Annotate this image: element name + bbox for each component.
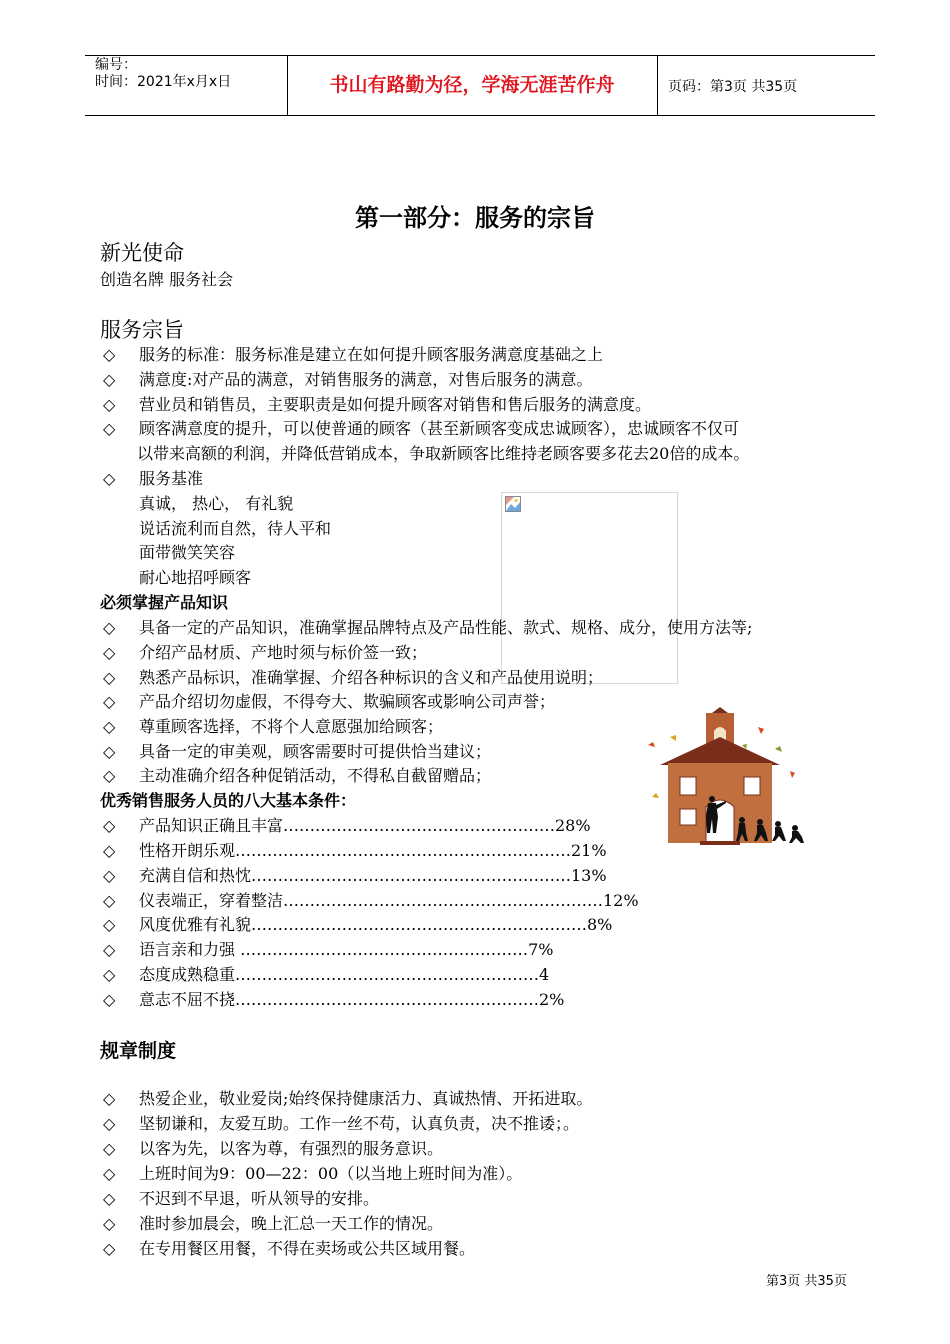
list-item (103, 367, 592, 390)
bullet-diamond-icon: ◇ (103, 1089, 116, 1108)
bullet-diamond-icon: ◇ (103, 742, 116, 761)
list-item-text: 坚韧谦和，友爱互助。工作一丝不苟，认真负责，决不推诿；。 (139, 1114, 580, 1133)
list-item-text: 介绍产品材质、产地时须与标价签一致； (139, 643, 428, 662)
list-item-text: 仪表端正，穿着整洁……………………………………………………12% (139, 891, 639, 910)
bullet-diamond-icon: ◇ (103, 816, 116, 835)
bullet-diamond-icon: ◇ (103, 891, 116, 910)
list-item-text: 尊重顾客选择，不将个人意愿强加给顾客； (139, 717, 444, 736)
bullet-diamond-icon: ◇ (103, 915, 116, 934)
bullet-diamond-icon: ◇ (103, 965, 116, 984)
list-item-text: 主动准确介绍各种促销活动，不得私自截留赠品； (139, 766, 492, 785)
list-item (103, 1161, 522, 1184)
bullet-diamond-icon: ◇ (103, 643, 116, 662)
list-item (103, 962, 549, 985)
service-standard-label: 服务基准 (139, 469, 204, 488)
image-placeholder (501, 492, 678, 684)
list-item-text: 产品知识正确且丰富……………………………………………28% (139, 816, 591, 835)
bullet-diamond-icon: ◇ (103, 1239, 116, 1258)
list-item (103, 416, 739, 439)
bullet-diamond-icon: ◇ (103, 990, 116, 1009)
list-item-text: 态度成熟稳重…………………………………………………4 (139, 965, 550, 984)
list-item (103, 342, 603, 365)
bullet-diamond-icon: ◇ (103, 766, 116, 785)
bullet-diamond-icon: ◇ (103, 717, 116, 736)
broken-image-icon (505, 496, 521, 512)
list-item (103, 466, 203, 489)
bullet-diamond-icon: ◇ (103, 866, 116, 885)
product-knowledge-heading: 必须掌握产品知识 (100, 593, 229, 612)
standard-item: 面带微笑笑容 (139, 543, 236, 562)
bullet-diamond-icon: ◇ (103, 419, 116, 438)
standard-item: 耐心地招呼顾客 (139, 568, 252, 587)
bullet-diamond-icon: ◇ (103, 940, 116, 959)
bullet-diamond-icon: ◇ (103, 1214, 116, 1233)
list-item (103, 714, 443, 737)
list-item (103, 912, 612, 935)
list-item (103, 1211, 443, 1234)
list-item (103, 863, 607, 886)
header-divider-right (657, 55, 658, 115)
bullet-diamond-icon: ◇ (103, 1114, 116, 1133)
list-item-text: 产品介绍切勿虚假，不得夸大、欺骗顾客或影响公司声誉； (139, 692, 556, 711)
bullet-diamond-icon: ◇ (103, 395, 116, 414)
page-footer: 第3页 共35页 (766, 1274, 847, 1289)
list-item (103, 813, 591, 836)
eight-conditions-heading: 优秀销售服务人员的八大基本条件： (100, 791, 357, 810)
bullet-diamond-icon: ◇ (103, 692, 116, 711)
list-item-text: 熟悉产品标识，准确掌握、介绍各种标识的含义和产品使用说明； (139, 668, 604, 687)
list-item-text: 以客为先，以客为尊，有强烈的服务意识。 (139, 1139, 444, 1158)
list-item-text: 不迟到不早退，听从领导的安排。 (139, 1189, 380, 1208)
list-item (103, 689, 555, 712)
header-page-info: 页码：第3页 共35页 (668, 79, 798, 95)
number-label: 编号： (95, 57, 137, 73)
list-item-continuation: 以带来高额的利润，并降低营销成本，争取新顾客比维持老顾客要多花去20倍的成本。 (137, 444, 750, 463)
bullet-diamond-icon: ◇ (103, 1164, 116, 1183)
standard-item: 真诚， 热心， 有礼貌 (139, 494, 294, 513)
bullet-diamond-icon: ◇ (103, 668, 116, 687)
list-item-text: 具备一定的产品知识，准确掌握品牌特点及产品性能、款式、规格、成分，使用方法等; (139, 618, 753, 637)
list-item (103, 1086, 592, 1109)
bullet-diamond-icon: ◇ (103, 841, 116, 860)
list-item-text: 充满自信和热忱……………………………………………………13% (139, 866, 607, 885)
list-item-text: 风度优雅有礼貌………………………………………………………8% (139, 915, 613, 934)
list-item-text: 意志不屈不挠…………………………………………………2% (139, 990, 565, 1009)
list-item (103, 763, 491, 786)
list-item (103, 739, 491, 762)
list-item-text: 营业员和销售员，主要职责是如何提升顾客对销售和售后服务的满意度。 (139, 395, 652, 414)
list-item (103, 1236, 475, 1259)
list-item-text: 服务的标准：服务标准是建立在如何提升顾客服务满意度基础之上 (139, 345, 604, 364)
standard-item: 说话流利而自然，待人平和 (139, 519, 332, 538)
header-meta (95, 57, 231, 91)
header-top-rule (85, 55, 875, 56)
list-item-text: 满意度:对产品的满意，对销售服务的满意，对售后服务的满意。 (139, 370, 593, 389)
list-item (103, 1111, 579, 1134)
header-motto: 书山有路勤为径，学海无涯苦作舟 (329, 74, 615, 96)
schoolhouse-illustration (640, 705, 810, 855)
list-item (103, 937, 553, 960)
mission-text: 创造名牌 服务社会 (100, 270, 234, 289)
rules-heading: 规章制度 (100, 1040, 177, 1062)
list-item-text: 性格开朗乐观………………………………………………………21% (139, 841, 607, 860)
header-bottom-rule (85, 115, 875, 116)
page-title: 第一部分：服务的宗旨 (355, 204, 595, 232)
list-item-text: 语言亲和力强 ………………………………………………7% (139, 940, 554, 959)
list-item (103, 392, 651, 415)
bullet-diamond-icon: ◇ (103, 469, 116, 488)
list-item-text: 上班时间为9：00—22：00（以当地上班时间为准）。 (139, 1164, 523, 1183)
list-item-text: 具备一定的审美观，顾客需要时可提供恰当建议； (139, 742, 492, 761)
list-item (103, 640, 427, 663)
list-item-text: 准时参加晨会，晚上汇总一天工作的情况。 (139, 1214, 444, 1233)
list-item (103, 838, 607, 861)
mission-heading: 新光使命 (100, 241, 184, 265)
list-item (103, 987, 564, 1010)
bullet-diamond-icon: ◇ (103, 1139, 116, 1158)
bullet-diamond-icon: ◇ (103, 370, 116, 389)
bullet-diamond-icon: ◇ (103, 1189, 116, 1208)
list-item (103, 888, 639, 911)
list-item (103, 1186, 379, 1209)
list-item-text: 在专用餐区用餐，不得在卖场或公共区域用餐。 (139, 1239, 476, 1258)
purpose-heading: 服务宗旨 (100, 318, 184, 342)
list-item (103, 615, 752, 638)
list-item-text: 顾客满意度的提升，可以使普通的顾客（甚至新顾客变成忠诚顾客），忠诚顾客不仅可 (139, 419, 740, 438)
list-item (103, 665, 603, 688)
bullet-diamond-icon: ◇ (103, 618, 116, 637)
bullet-diamond-icon: ◇ (103, 345, 116, 364)
list-item (103, 1136, 443, 1159)
list-item-text: 热爱企业，敬业爱岗;始终保持健康活力、真诚热情、开拓进取。 (139, 1089, 593, 1108)
time-label: 时间：2021年x月x日 (95, 74, 232, 90)
